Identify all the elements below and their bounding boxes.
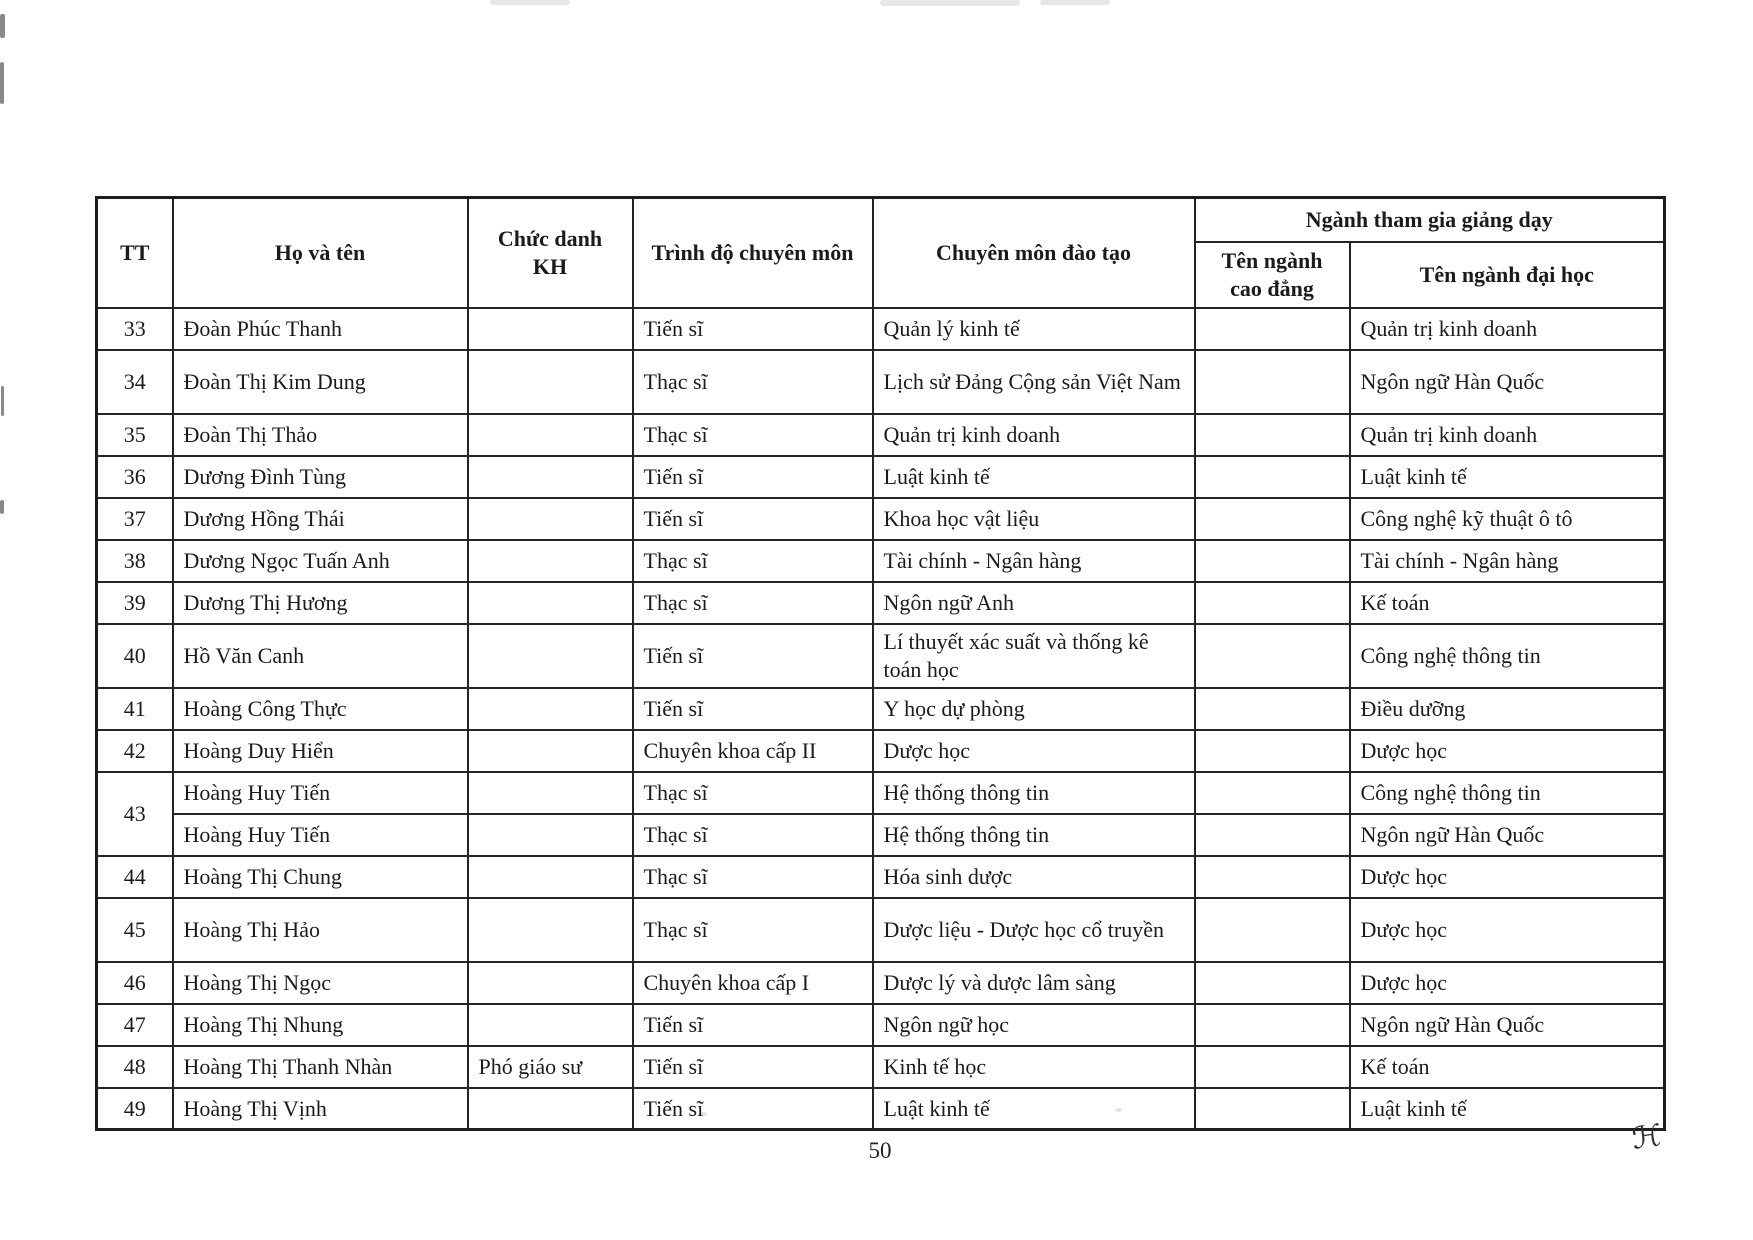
- cell-name: Hoàng Duy Hiển: [173, 730, 468, 772]
- cell-degree: Tiến sĩ: [633, 1088, 873, 1130]
- cell-tt: 37: [97, 498, 173, 540]
- cell-specialty: Ngôn ngữ học: [873, 1004, 1195, 1046]
- cell-title: [468, 456, 633, 498]
- cell-degree: Thạc sĩ: [633, 814, 873, 856]
- cell-name: Hoàng Thị Vịnh: [173, 1088, 468, 1130]
- cell-university: Kế toán: [1350, 582, 1665, 624]
- cell-name: Dương Ngọc Tuấn Anh: [173, 540, 468, 582]
- cell-college: [1195, 1046, 1350, 1088]
- cell-degree: Thạc sĩ: [633, 772, 873, 814]
- cell-title: [468, 414, 633, 456]
- table-row: [97, 624, 1665, 688]
- cell-college: [1195, 772, 1350, 814]
- header-degree: Trình độ chuyên môn: [633, 198, 873, 308]
- cell-specialty: Khoa học vật liệu: [873, 498, 1195, 540]
- cell-specialty: Lí thuyết xác suất và thống kê toán học: [873, 624, 1195, 688]
- cell-specialty: Hệ thống thông tin: [873, 814, 1195, 856]
- cell-tt: 35: [97, 414, 173, 456]
- cell-degree: Tiến sĩ: [633, 456, 873, 498]
- cell-tt: 49: [97, 1088, 173, 1130]
- table-row: [97, 414, 1665, 456]
- cell-degree: Chuyên khoa cấp II: [633, 730, 873, 772]
- cell-name: Hoàng Thị Ngọc: [173, 962, 468, 1004]
- table-row: [97, 962, 1665, 1004]
- cell-university: Tài chính - Ngân hàng: [1350, 540, 1665, 582]
- cell-name: Hoàng Huy Tiến: [173, 772, 468, 814]
- cell-degree: Thạc sĩ: [633, 856, 873, 898]
- table-row: [97, 1088, 1665, 1130]
- cell-degree: Chuyên khoa cấp I: [633, 962, 873, 1004]
- cell-college: [1195, 456, 1350, 498]
- cell-name: Hoàng Công Thực: [173, 688, 468, 730]
- scan-speck: [0, 62, 4, 104]
- page-number: 50: [868, 1138, 892, 1163]
- cell-title: [468, 730, 633, 772]
- cell-tt: 34: [97, 350, 173, 414]
- table-row: [97, 350, 1665, 414]
- cell-tt: 36: [97, 456, 173, 498]
- cell-name: Đoàn Thị Thảo: [173, 414, 468, 456]
- cell-title: [468, 814, 633, 856]
- cell-college: [1195, 540, 1350, 582]
- table-row: [97, 308, 1665, 350]
- header-university: Tên ngành đại học: [1350, 242, 1665, 308]
- cell-specialty: Dược liệu - Dược học cổ truyền: [873, 898, 1195, 962]
- cell-university: Công nghệ kỹ thuật ô tô: [1350, 498, 1665, 540]
- table-row: [97, 772, 1665, 814]
- cell-title: [468, 498, 633, 540]
- cell-degree: Tiến sĩ: [633, 1004, 873, 1046]
- scan-speck: [0, 500, 4, 514]
- table-row: [97, 688, 1665, 730]
- cell-specialty: Hóa sinh dược: [873, 856, 1195, 898]
- cell-college: [1195, 1004, 1350, 1046]
- cell-college: [1195, 814, 1350, 856]
- table-row: [97, 856, 1665, 898]
- cell-degree: Thạc sĩ: [633, 540, 873, 582]
- cell-university: Quản trị kinh doanh: [1350, 308, 1665, 350]
- cell-college: [1195, 730, 1350, 772]
- cell-college: [1195, 350, 1350, 414]
- cell-title: Phó giáo sư: [468, 1046, 633, 1088]
- cell-university: Công nghệ thông tin: [1350, 772, 1665, 814]
- cell-specialty: Hệ thống thông tin: [873, 772, 1195, 814]
- handwritten-signature-mark: ℋ: [1629, 1118, 1664, 1157]
- cell-specialty: Kinh tế học: [873, 1046, 1195, 1088]
- cell-university: Ngôn ngữ Hàn Quốc: [1350, 350, 1665, 414]
- cell-tt: 45: [97, 898, 173, 962]
- table-row: [97, 814, 1665, 856]
- cell-college: [1195, 962, 1350, 1004]
- cell-title: [468, 856, 633, 898]
- cell-name: Dương Hồng Thái: [173, 498, 468, 540]
- cell-university: Luật kinh tế: [1350, 456, 1665, 498]
- cell-name: Đoàn Thị Kim Dung: [173, 350, 468, 414]
- table-row: [97, 730, 1665, 772]
- cell-university: Ngôn ngữ Hàn Quốc: [1350, 1004, 1665, 1046]
- cell-name: Đoàn Phúc Thanh: [173, 308, 468, 350]
- cell-degree: Thạc sĩ: [633, 350, 873, 414]
- cell-specialty: Luật kinh tế: [873, 1088, 1195, 1130]
- cell-university: Luật kinh tế: [1350, 1088, 1665, 1130]
- cell-specialty: Dược lý và dược lâm sàng: [873, 962, 1195, 1004]
- cell-specialty: Lịch sử Đảng Cộng sản Việt Nam: [873, 350, 1195, 414]
- cell-university: Dược học: [1350, 898, 1665, 962]
- cell-title: [468, 688, 633, 730]
- faculty-table: [95, 196, 1666, 1131]
- table-row: [97, 456, 1665, 498]
- cell-name: Dương Thị Hương: [173, 582, 468, 624]
- cell-degree: Tiến sĩ: [633, 624, 873, 688]
- cell-college: [1195, 624, 1350, 688]
- header-tt: TT: [97, 198, 173, 308]
- cell-college: [1195, 856, 1350, 898]
- cell-degree: Tiến sĩ: [633, 1046, 873, 1088]
- header-name: Họ và tên: [173, 198, 468, 308]
- cell-degree: Tiến sĩ: [633, 498, 873, 540]
- scan-smudge: [880, 0, 1020, 6]
- cell-degree: Thạc sĩ: [633, 414, 873, 456]
- scan-smudge: [1040, 0, 1110, 5]
- cell-university: Dược học: [1350, 730, 1665, 772]
- cell-tt: 38: [97, 540, 173, 582]
- cell-name: Hoàng Huy Tiến: [173, 814, 468, 856]
- cell-degree: Thạc sĩ: [633, 582, 873, 624]
- table-row: [97, 1046, 1665, 1088]
- cell-name: Hoàng Thị Chung: [173, 856, 468, 898]
- cell-tt: 48: [97, 1046, 173, 1088]
- header-title: Chức danh KH: [468, 198, 633, 308]
- cell-college: [1195, 898, 1350, 962]
- cell-university: Công nghệ thông tin: [1350, 624, 1665, 688]
- cell-name: Hoàng Thị Nhung: [173, 1004, 468, 1046]
- cell-title: [468, 898, 633, 962]
- cell-university: Kế toán: [1350, 1046, 1665, 1088]
- cell-title: [468, 540, 633, 582]
- table-row: [97, 540, 1665, 582]
- cell-tt: 40: [97, 624, 173, 688]
- header-teaching-group: Ngành tham gia giảng dạy: [1195, 198, 1665, 242]
- cell-specialty: Tài chính - Ngân hàng: [873, 540, 1195, 582]
- cell-specialty: Quản trị kinh doanh: [873, 414, 1195, 456]
- header-college: Tên ngành cao đẳng: [1195, 242, 1350, 308]
- table-header: [97, 198, 1665, 308]
- cell-college: [1195, 498, 1350, 540]
- cell-title: [468, 624, 633, 688]
- cell-college: [1195, 688, 1350, 730]
- table-row: [97, 498, 1665, 540]
- cell-degree: Tiến sĩ: [633, 308, 873, 350]
- cell-title: [468, 962, 633, 1004]
- cell-specialty: Luật kinh tế: [873, 456, 1195, 498]
- cell-university: Ngôn ngữ Hàn Quốc: [1350, 814, 1665, 856]
- cell-tt: 41: [97, 688, 173, 730]
- cell-university: Dược học: [1350, 962, 1665, 1004]
- cell-college: [1195, 582, 1350, 624]
- scan-smudge: [490, 0, 570, 5]
- cell-tt: 43: [97, 772, 173, 856]
- cell-college: [1195, 414, 1350, 456]
- cell-degree: Tiến sĩ: [633, 688, 873, 730]
- cell-tt: 33: [97, 308, 173, 350]
- scan-speck: [0, 14, 5, 38]
- cell-university: Quản trị kinh doanh: [1350, 414, 1665, 456]
- cell-title: [468, 1004, 633, 1046]
- cell-name: Hồ Văn Canh: [173, 624, 468, 688]
- cell-university: Dược học: [1350, 856, 1665, 898]
- table-row: [97, 582, 1665, 624]
- cell-tt: 39: [97, 582, 173, 624]
- cell-tt: 42: [97, 730, 173, 772]
- cell-name: Dương Đình Tùng: [173, 456, 468, 498]
- cell-degree: Thạc sĩ: [633, 898, 873, 962]
- cell-university: Điều dưỡng: [1350, 688, 1665, 730]
- cell-title: [468, 350, 633, 414]
- cell-title: [468, 308, 633, 350]
- cell-specialty: Dược học: [873, 730, 1195, 772]
- cell-specialty: Quản lý kinh tế: [873, 308, 1195, 350]
- cell-name: Hoàng Thị Hảo: [173, 898, 468, 962]
- cell-tt: 46: [97, 962, 173, 1004]
- cell-specialty: Ngôn ngữ Anh: [873, 582, 1195, 624]
- cell-title: [468, 582, 633, 624]
- cell-name: Hoàng Thị Thanh Nhàn: [173, 1046, 468, 1088]
- cell-tt: 47: [97, 1004, 173, 1046]
- faculty-table-body: [97, 308, 1665, 1130]
- table-row: [97, 898, 1665, 962]
- cell-specialty: Y học dự phòng: [873, 688, 1195, 730]
- cell-title: [468, 1088, 633, 1130]
- cell-tt: 44: [97, 856, 173, 898]
- header-specialty: Chuyên môn đào tạo: [873, 198, 1195, 308]
- table-row: [97, 1004, 1665, 1046]
- cell-title: [468, 772, 633, 814]
- scan-speck: [1, 386, 4, 416]
- cell-college: [1195, 308, 1350, 350]
- cell-college: [1195, 1088, 1350, 1130]
